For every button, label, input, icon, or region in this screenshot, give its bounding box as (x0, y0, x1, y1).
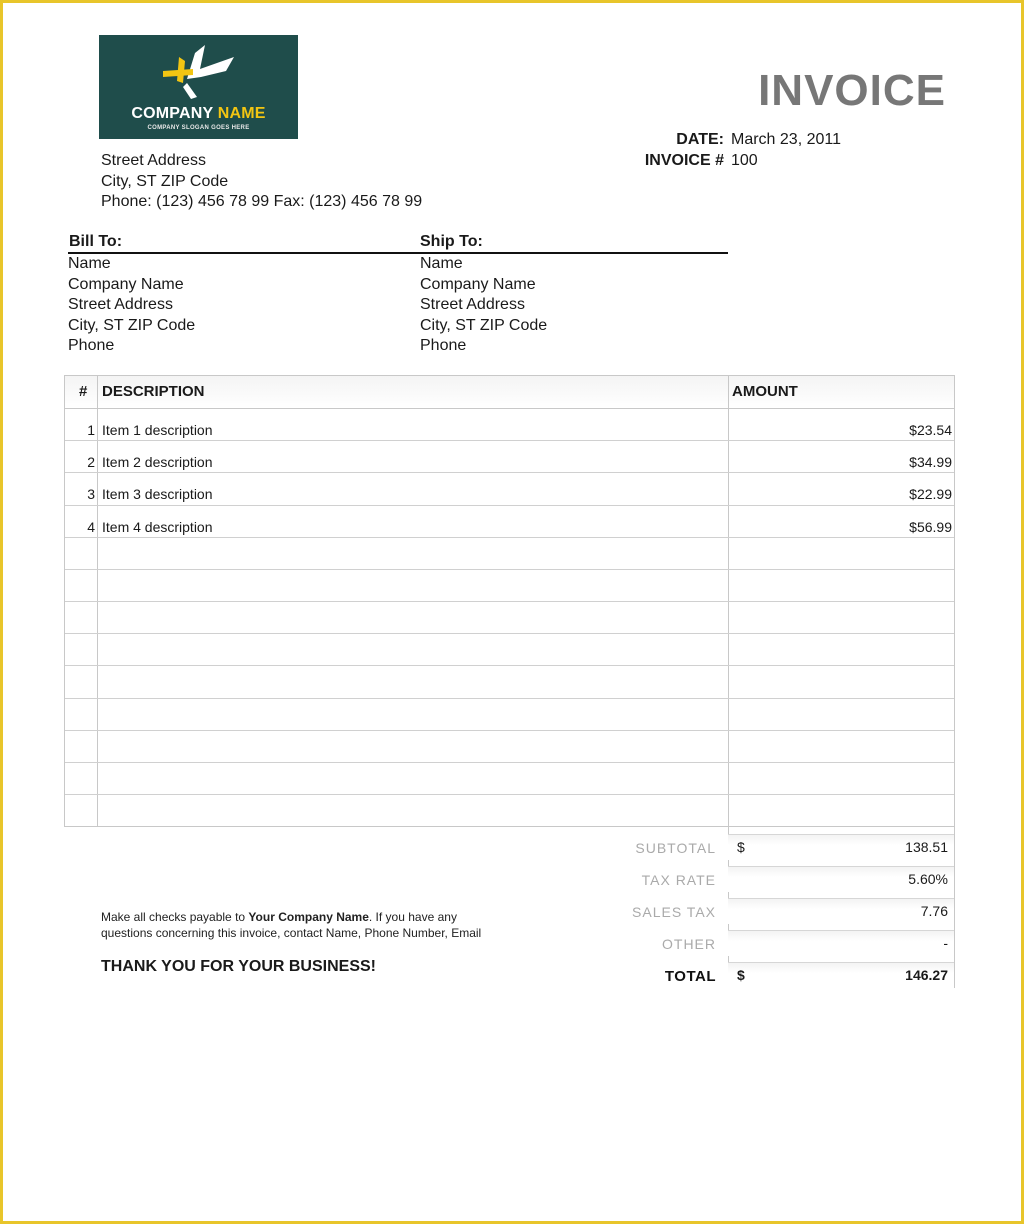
subtotal-label: SUBTOTAL (635, 840, 716, 856)
company-city: City, ST ZIP Code (101, 172, 229, 190)
item-1-amount: $23.54 (909, 422, 952, 438)
bill-to-company: Company Name (68, 275, 184, 293)
invoice-number-label: INVOICE # (644, 152, 724, 169)
items-table (64, 375, 955, 827)
total-cell (728, 962, 954, 988)
tax-rate-cell (728, 866, 954, 892)
ship-to-company: Company Name (420, 275, 536, 293)
company-phone-fax: Phone: (123) 456 78 99 Fax: (123) 456 78 99 (101, 193, 423, 210)
header-amount: AMOUNT (732, 383, 798, 400)
bill-to-name: Name (68, 255, 111, 272)
item-2-description: Item 2 description (102, 454, 213, 470)
subtotal-value: 138.51 (905, 839, 948, 855)
item-4-num: 4 (87, 519, 95, 535)
payment-note: Make all checks payable to Your Company Name. If you have any questions concerning this invoice, contact Name, Phone Number, Email (101, 910, 482, 940)
bill-to-phone: Phone (68, 337, 115, 354)
logo-slogan: COMPANY SLOGAN GOES HERE (147, 125, 250, 131)
invoice-title: INVOICE (758, 66, 946, 115)
bill-to-heading: Bill To: (69, 233, 123, 250)
company-logo (99, 35, 298, 139)
company-address (101, 151, 422, 213)
ship-to-name: Name (420, 255, 463, 272)
subtotal-currency: $ (737, 839, 745, 855)
item-1-description: Item 1 description (102, 422, 213, 438)
item-2-num: 2 (87, 454, 95, 470)
ship-to-block (420, 254, 547, 357)
total-value: 146.27 (905, 967, 948, 983)
bill-to-city: City, ST ZIP Code (68, 316, 196, 334)
sales-tax-label: SALES TAX (632, 904, 716, 920)
subtotal-cell (728, 834, 954, 860)
item-3-num: 3 (87, 486, 95, 502)
invoice-number-value: 100 (731, 152, 758, 169)
item-4-description: Item 4 description (102, 519, 213, 535)
company-street: Street Address (101, 152, 206, 169)
ship-to-city: City, ST ZIP Code (420, 316, 548, 334)
date-value: March 23, 2011 (731, 131, 841, 148)
bill-to-street: Street Address (68, 296, 173, 313)
date-label: DATE: (676, 131, 724, 148)
other-label: OTHER (662, 936, 716, 952)
contact-line: questions concerning this invoice, contact Name, Phone Number, Email (101, 926, 482, 940)
header-num: # (79, 383, 88, 400)
ship-to-phone: Phone (420, 337, 467, 354)
tax-rate-value: 5.60% (908, 871, 948, 887)
total-currency: $ (737, 967, 745, 983)
bill-to-block (68, 254, 195, 357)
thank-you-message: THANK YOU FOR YOUR BUSINESS! (101, 958, 376, 975)
item-2-amount: $34.99 (909, 454, 952, 470)
ship-to-street: Street Address (420, 296, 525, 313)
header-description: DESCRIPTION (102, 383, 205, 400)
item-4-amount: $56.99 (909, 519, 952, 535)
item-3-description: Item 3 description (102, 486, 213, 502)
payable-company: Your Company Name (248, 910, 369, 924)
arrow-k-logo-icon (99, 35, 298, 139)
logo-company-name: COMPANY NAME (131, 105, 266, 122)
other-value: - (943, 935, 948, 951)
item-1-num: 1 (87, 422, 95, 438)
total-label: TOTAL (664, 968, 716, 985)
tax-rate-label: TAX RATE (641, 872, 716, 888)
item-3-amount: $22.99 (909, 486, 952, 502)
sales-tax-cell (728, 898, 954, 924)
other-cell (728, 930, 954, 956)
sales-tax-value: 7.76 (920, 903, 948, 919)
ship-to-heading: Ship To: (420, 233, 483, 250)
